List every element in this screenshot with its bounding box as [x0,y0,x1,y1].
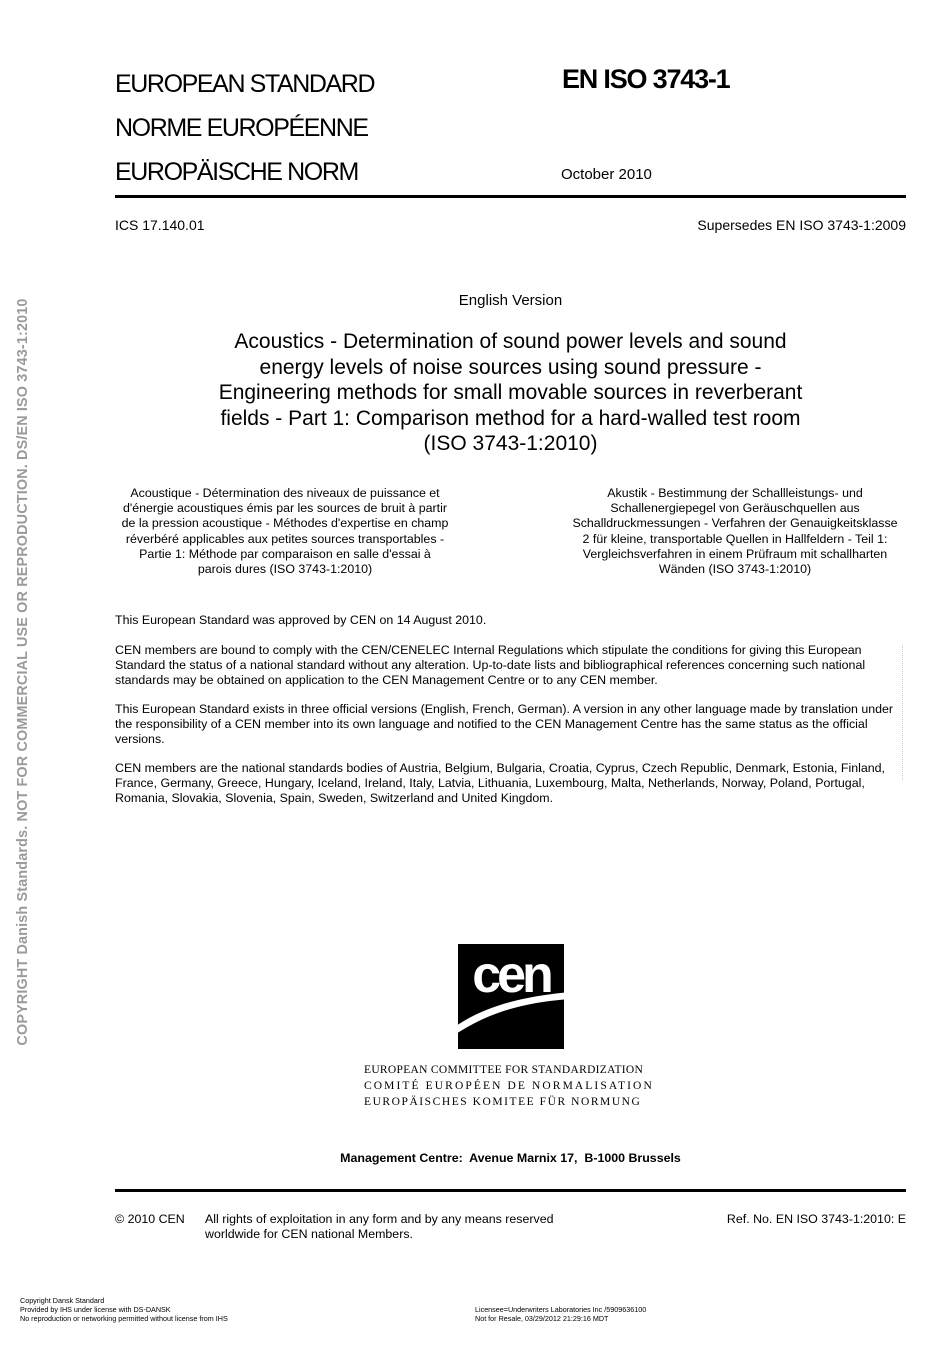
title-line: Engineering methods for small movable sources in reverberant [218,381,803,404]
copyright-notice: © 2010 CEN [115,1212,185,1226]
dotted-margin-strip [902,645,903,780]
licensee-line: Licensee=Underwriters Laboratories Inc /5909636100 [475,1305,647,1314]
standard-name-fr: NORME EUROPÉENNE [115,114,368,142]
official-versions-paragraph: This European Standard exists in three official versions (English, French, German). A version in any other language made by translation under the responsibility of a CEN member into its own language and notified to the CEN Management Centre has the same status as the official versions. [115,702,894,746]
german-title-line: Akustik - Bestimmung der Schallleistungs- und [607,486,863,500]
standard-names [115,62,535,194]
cen-logo-text: cen [472,946,550,1004]
german-title-line: Vergleichsverfahren in einem Prüfraum mit schallharten [582,546,888,561]
standard-name-de: EUROPÄISCHE NORM [115,158,358,186]
title-line: energy levels of noise sources using sound pressure - [259,355,762,379]
committee-name-de: EUROPÄISCHES KOMITEE FÜR NORMUNG [364,1096,642,1108]
licensee-notice [475,1305,646,1323]
copyright-watermark: COPYRIGHT Danish Standards. NOT FOR COMMERCIAL USE OR REPRODUCTION. DS/EN ISO 3743-1:2010 [15,298,31,1046]
committee-names [364,1062,654,1110]
supersedes-note: Supersedes EN ISO 3743-1:2009 [697,217,906,233]
french-title-line: d'énergie acoustiques émis par les sources de bruit à partir [122,501,447,516]
french-title-line: Partie 1: Méthode par comparaison en salle d'essai à [139,546,431,561]
members-bound-paragraph: CEN members are bound to comply with the CEN/CENELEC Internal Regulations which stipulate the conditions for giving this European Standard the status of a national standard without any alteration. Up-to-date lists and bibliographical references concerning such national standards may be obtained on application to the CEN Management Centre or to any CEN member. [115,643,866,687]
approval-paragraph: This European Standard was approved by CEN on 14 August 2010. [115,613,487,627]
german-title-line: Schalldruckmessungen - Verfahren der Genauigkeitsklasse [572,516,898,531]
rights-statement: All rights of exploitation in any form and by any means reserved worldwide for CEN national Members. [205,1212,554,1241]
german-title-line: 2 für kleine, transportable Quellen in Hallfeldern - Teil 1: [582,531,888,546]
ics-code: ICS 17.140.01 [115,217,205,233]
cen-logo [458,944,564,1049]
title-line: (ISO 3743-1:2010) [423,432,598,455]
french-title-line: parois dures (ISO 3743-1:2010) [197,562,373,577]
french-title-line: Acoustique - Détermination des niveaux de puissance et [130,486,440,500]
title-line: fields - Part 1: Comparison method for a hard-walled test room [220,406,801,430]
title-line: Acoustics - Determination of sound power levels and sound [234,330,787,353]
committee-name-fr: COMITÉ EUROPÉEN DE NORMALISATION [364,1080,654,1092]
license-line: Copyright Dansk Standard [20,1296,105,1305]
committee-name-en: EUROPEAN COMMITTEE FOR STANDARDIZATION [364,1064,644,1076]
management-centre-address: Management Centre: Avenue Marnix 17, B-1000 Brussels [340,1151,681,1165]
document-title [185,329,836,457]
french-title [110,486,460,577]
standard-name-en: EUROPEAN STANDARD [115,70,375,98]
national-bodies-paragraph: CEN members are the national standards bodies of Austria, Belgium, Bulgaria, Croatia, Cyprus, Czech Republic, Denmark, Estonia, Finland, France, Germany, Greece, Hungary, Iceland, Ireland, Italy, Latvia, Lithuania, Luxembourg, Malta, Netherlands, Norway, Poland, Portugal, Romania, Slovakia, Slovenia, Spain, Sweden, Switzerland and United Kingdom. [115,761,885,805]
license-line: No reproduction or networking permitted without license from IHS [20,1314,228,1323]
footer-rule [115,1189,906,1192]
german-title-line: Wänden (ISO 3743-1:2010) [658,562,812,577]
reference-number: Ref. No. EN ISO 3743-1:2010: E [726,1212,906,1226]
french-title-line: de la pression acoustique - Méthodes d'expertise en champ [121,516,449,531]
german-title-line: Schallenergiepegel von Geräuschquellen aus [610,501,860,516]
german-title [560,486,910,577]
license-notice [20,1296,228,1323]
license-line: Provided by IHS under license with DS-DANSK [20,1305,171,1314]
header-rule [115,195,906,198]
version-label: English Version [458,292,563,309]
standard-number: EN ISO 3743-1 [562,64,730,94]
licensee-line: Not for Resale, 03/29/2012 21:29:16 MDT [475,1314,609,1323]
publication-date: October 2010 [561,166,652,183]
french-title-line: réverbéré applicables aux petites sources transportables - [125,531,445,546]
